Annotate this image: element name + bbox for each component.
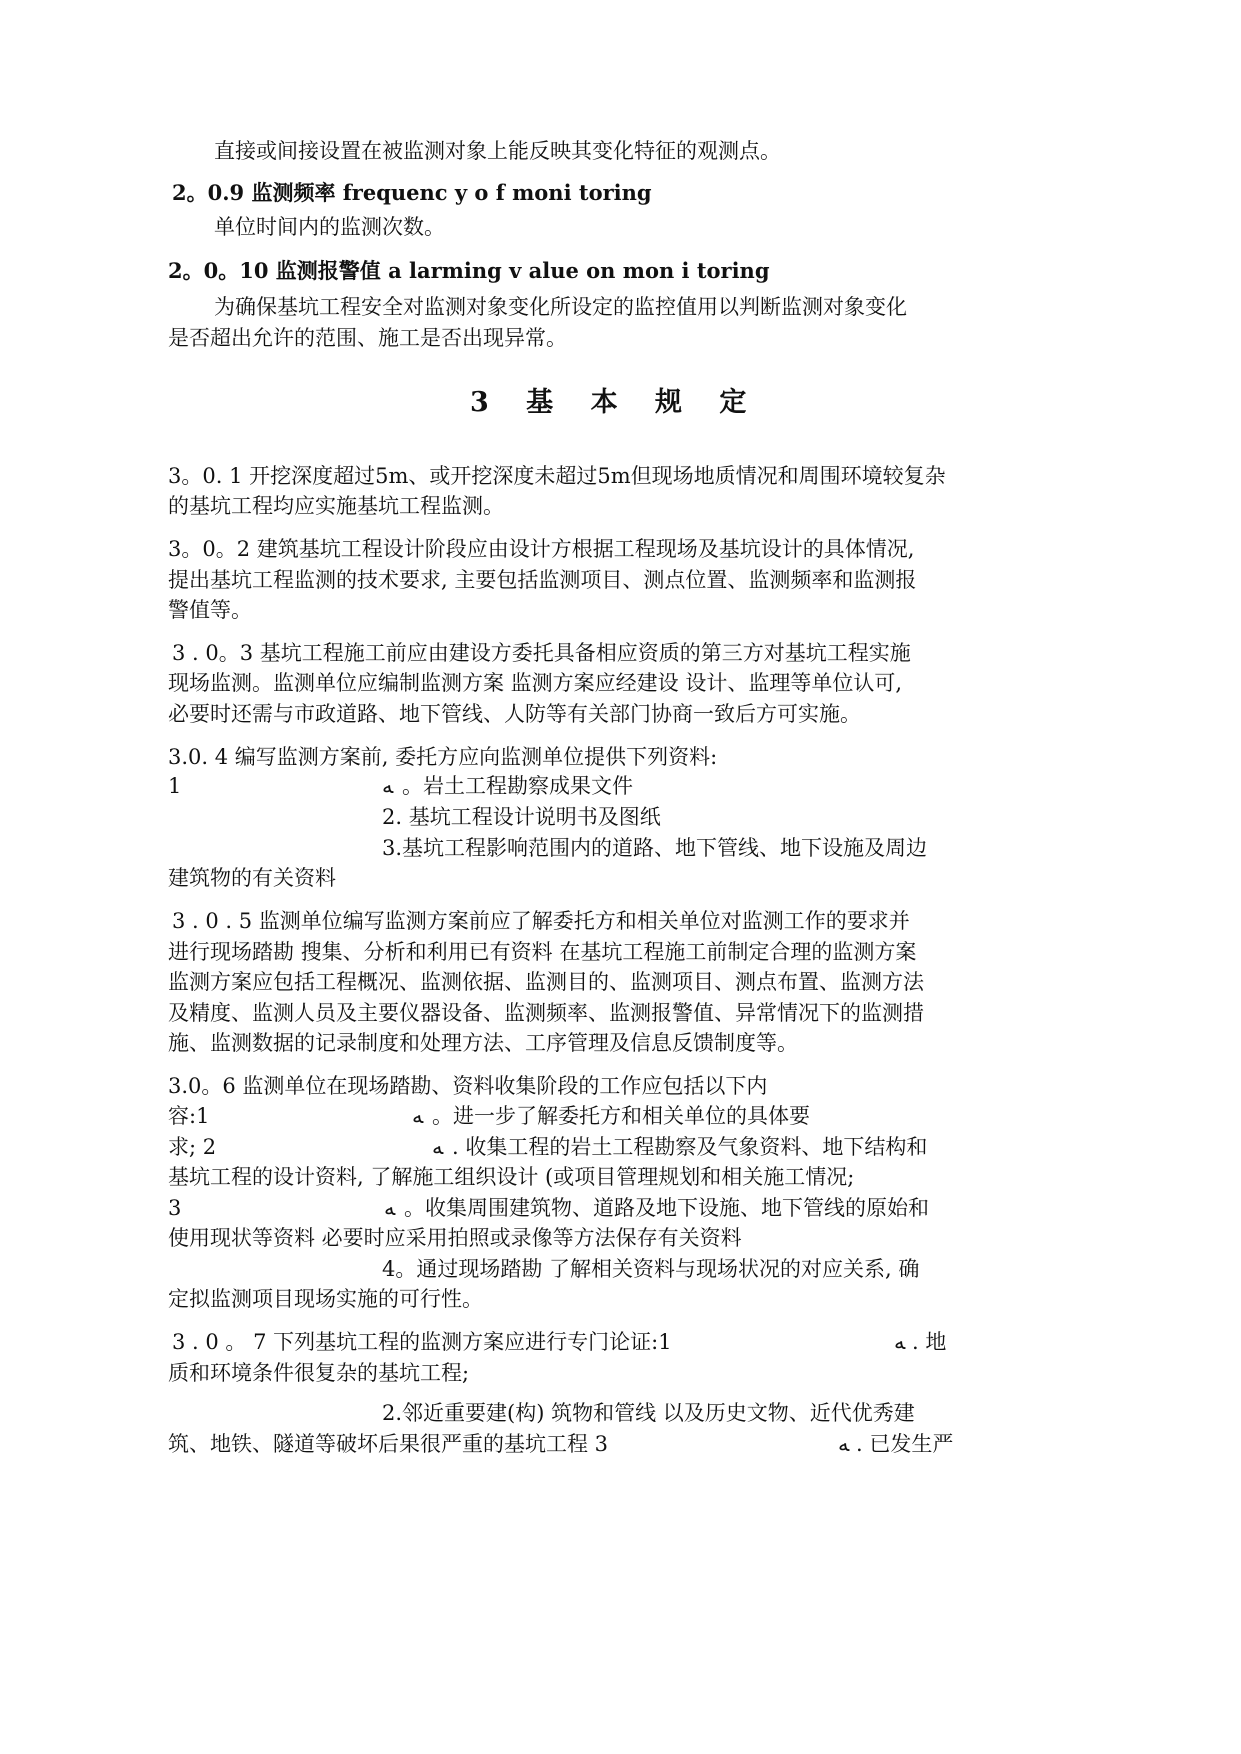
text-line: 基坑工程的设计资料, 了解施工组织设计 (或项目管理规划和相关施工情况; — [168, 1165, 855, 1189]
clause-heading-2-0-10: 2。0。10 监测报警值 a larming v alue on mon i toring — [168, 258, 770, 283]
list-item-text: 。岩土工程勘察成果文件 — [402, 774, 633, 798]
list-number: 3 — [168, 1196, 182, 1220]
list-item-text: 3.基坑工程影响范围内的道路、地下管线、地下设施及周边 — [382, 836, 928, 860]
text-line: 必要时还需与市政道路、地下管线、人防等有关部门协商一致后方可实施。 — [168, 702, 861, 726]
chapter-title: 3 基 本 规 定 — [470, 387, 761, 418]
clause-3-0-4-line: 3.0. 4 编写监测方案前, 委托方应向监测单位提供下列资料: — [168, 745, 718, 769]
bullet-glyph: ﻪ — [384, 1196, 396, 1220]
list-item-text: . 收集工程的岩土工程勘察及气象资料、地下结构和 — [452, 1135, 928, 1159]
list-number: 容:1 — [168, 1104, 210, 1128]
text-line: 的基坑工程均应实施基坑工程监测。 — [168, 494, 504, 518]
text-line: 单位时间内的监测次数。 — [214, 215, 445, 239]
text-line: 建筑物的有关资料 — [168, 866, 336, 890]
list-item-text: 。收集周围建筑物、道路及地下设施、地下管线的原始和 — [404, 1196, 929, 1220]
clause-heading-2-0-9: 2。0.9 监测频率 frequenc y o f moni toring — [172, 180, 652, 205]
clause-3-0-2-line: 3。0。2 建筑基坑工程设计阶段应由设计方根据工程现场及基坑设计的具体情况, — [168, 537, 915, 561]
text-line: 及精度、监测人员及主要仪器设备、监测频率、监测报警值、异常情况下的监测措 — [168, 1001, 924, 1025]
bullet-glyph: ﻪ — [382, 774, 394, 798]
bullet-glyph: ﻪ — [412, 1104, 424, 1128]
list-item-text: 。进一步了解委托方和相关单位的具体要 — [432, 1104, 810, 1128]
clause-3-0-7-line: 3 . 0 。 7 下列基坑工程的监测方案应进行专门论证:1 — [172, 1330, 672, 1354]
list-item-text: 4。通过现场踏勘 了解相关资料与现场状况的对应关系, 确 — [382, 1257, 920, 1281]
text-line: 直接或间接设置在被监测对象上能反映其变化特征的观测点。 — [214, 139, 781, 163]
text-line: 提出基坑工程监测的技术要求, 主要包括监测项目、测点位置、监测频率和监测报 — [168, 568, 917, 592]
text-line: 为确保基坑工程安全对监测对象变化所设定的监控值用以判断监测对象变化 — [214, 295, 907, 319]
text-line: 质和环境条件很复杂的基坑工程; — [168, 1361, 470, 1385]
list-number: 1 — [168, 774, 182, 798]
bullet-glyph: ﻪ — [894, 1330, 906, 1354]
list-item-text: 2. 基坑工程设计说明书及图纸 — [382, 805, 661, 829]
text-line: 是否超出允许的范围、施工是否出现异常。 — [168, 326, 567, 350]
list-item-text: . 地 — [912, 1330, 947, 1354]
text-line: 施、监测数据的记录制度和处理方法、工序管理及信息反馈制度等。 — [168, 1031, 798, 1055]
clause-3-0-3-line: 3 . 0。3 基坑工程施工前应由建设方委托具备相应资质的第三方对基坑工程实施 — [172, 641, 911, 665]
text-line: 定拟监测项目现场实施的可行性。 — [168, 1287, 483, 1311]
text-line: 警值等。 — [168, 598, 252, 622]
bullet-glyph: ﻪ — [838, 1432, 850, 1456]
bullet-glyph: ﻪ — [432, 1135, 444, 1159]
clause-3-0-1-line: 3。0. 1 开挖深度超过5m、或开挖深度未超过5m但现场地质情况和周围环境较复杂 — [168, 464, 946, 488]
list-item-text: 2.邻近重要建(构) 筑物和管线 以及历史文物、近代优秀建 — [382, 1401, 915, 1425]
text-line: 使用现状等资料 必要时应采用拍照或录像等方法保存有关资料 — [168, 1226, 742, 1250]
text-line: 进行现场踏勘 搜集、分析和利用已有资料 在基坑工程施工前制定合理的监测方案 — [168, 940, 917, 964]
text-line: 筑、地铁、隧道等破坏后果很严重的基坑工程 3 — [168, 1432, 609, 1456]
clause-3-0-6-line: 3.0。6 监测单位在现场踏勘、资料收集阶段的工作应包括以下内 — [168, 1074, 768, 1098]
clause-3-0-5-line: 3 . 0 . 5 监测单位编写监测方案前应了解委托方和相关单位对监测工作的要求并 — [172, 909, 910, 933]
list-item-text: . 已发生严 — [856, 1432, 954, 1456]
text-line: 现场监测。监测单位应编制监测方案 监测方案应经建设 设计、监理等单位认可, — [168, 671, 903, 695]
list-number: 求; 2 — [168, 1135, 217, 1159]
text-line: 监测方案应包括工程概况、监测依据、监测目的、监测项目、测点布置、监测方法 — [168, 970, 924, 994]
